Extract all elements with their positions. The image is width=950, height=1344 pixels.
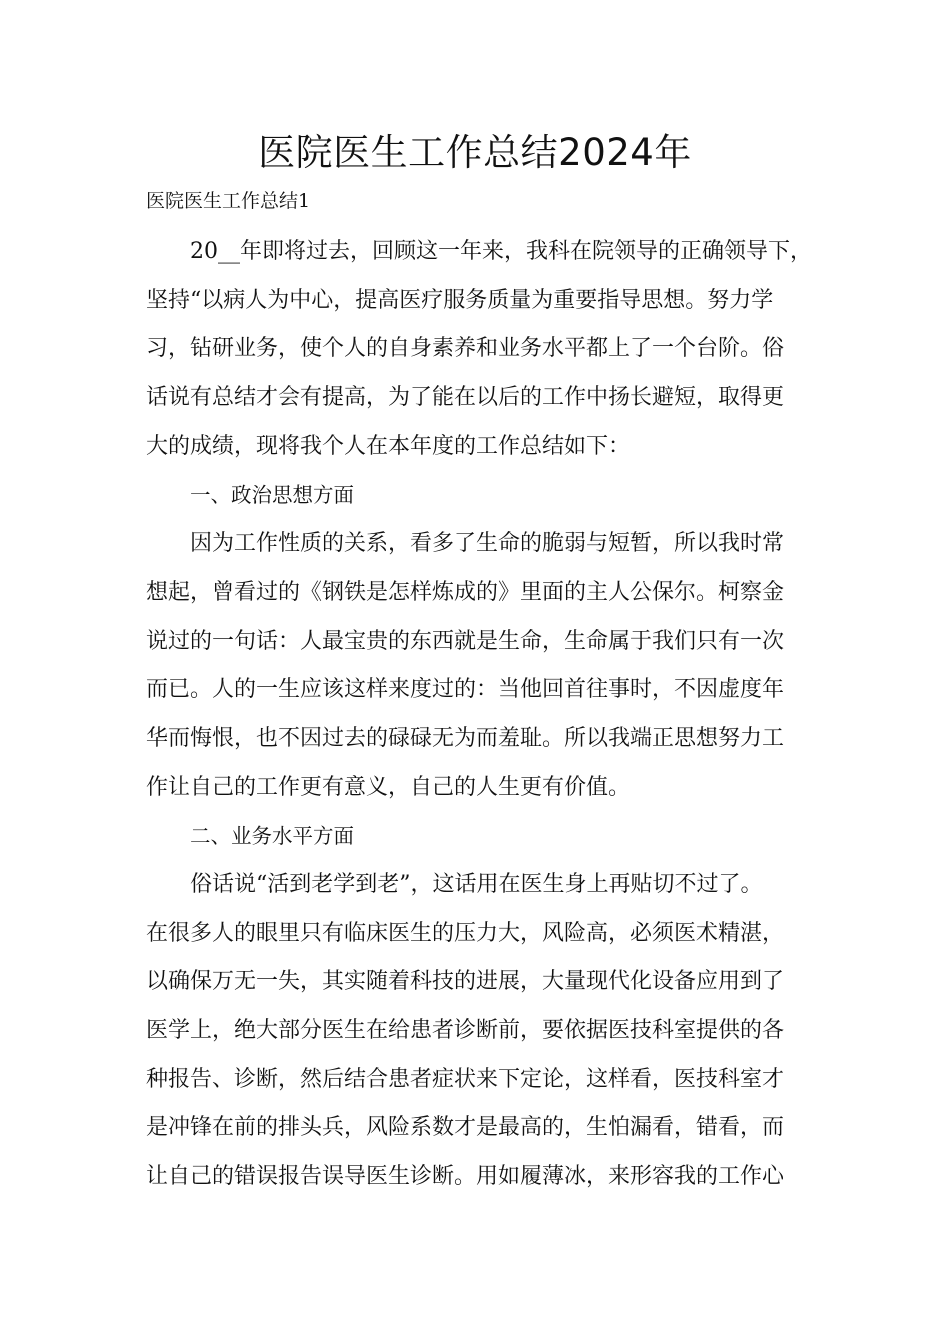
- paragraph-line: 在很多人的眼里只有临床医生的压力大，风险高，必须医术精湛，: [146, 920, 785, 946]
- paragraph-line: 俗话说“活到老学到老”，这话用在医生身上再贴切不过了。: [190, 871, 763, 897]
- paragraph-line: 坚持“以病人为中心，提高医疗服务质量为重要指导思想。努力学: [146, 287, 774, 313]
- paragraph-line: 话说有总结才会有提高，为了能在以后的工作中扬长避短，取得更: [146, 385, 785, 411]
- section-heading: 二、业务水平方面: [190, 824, 354, 849]
- document-body: [146, 228, 826, 1202]
- paragraph-line: 华而悔恨，也不因过去的碌碌无为而羞耻。所以我端正思想努力工: [146, 725, 785, 751]
- paragraph-line: 让自己的错误报告误导医生诊断。用如履薄冰，来形容我的工作心: [146, 1164, 785, 1190]
- paragraph-line: 以确保万无一失，其实随着科技的进展，大量现代化设备应用到了: [146, 969, 785, 995]
- paragraph-line: 而已。人的一生应该这样来度过的：当他回首往事时，不因虚度年: [146, 677, 785, 703]
- section-heading: 一、政治思想方面: [190, 483, 354, 508]
- paragraph-line: 大的成绩，现将我个人在本年度的工作总结如下：: [146, 433, 631, 459]
- paragraph-line: 想起，曾看过的《钢铁是怎样炼成的》里面的主人公保尔。柯察金: [146, 579, 785, 605]
- paragraph-line: 习，钻研业务，使个人的自身素养和业务水平都上了一个台阶。俗: [146, 336, 785, 362]
- document-title: 医院医生工作总结2024年: [258, 131, 692, 174]
- paragraph-line: 种报告、诊断，然后结合患者症状来下定论，这样看，医技科室才: [146, 1066, 785, 1092]
- paragraph-line: 医学上，绝大部分医生在给患者诊断前，要依据医技科室提供的各: [146, 1018, 785, 1043]
- paragraph-line: 是冲锋在前的排头兵，风险系数才是最高的，生怕漏看，错看，而: [146, 1115, 785, 1141]
- document-subtitle: 医院医生工作总结1: [146, 190, 311, 212]
- paragraph-line: 说过的一句话：人最宝贵的东西就是生命，生命属于我们只有一次: [146, 628, 785, 654]
- paragraph-line: 因为工作性质的关系，看多了生命的脆弱与短暂，所以我时常: [190, 531, 785, 557]
- paragraph-line: 作让自己的工作更有意义，自己的人生更有价值。: [146, 774, 631, 800]
- paragraph-line: 20__年即将过去，回顾这一年来，我科在院领导的正确领导下，: [190, 239, 812, 264]
